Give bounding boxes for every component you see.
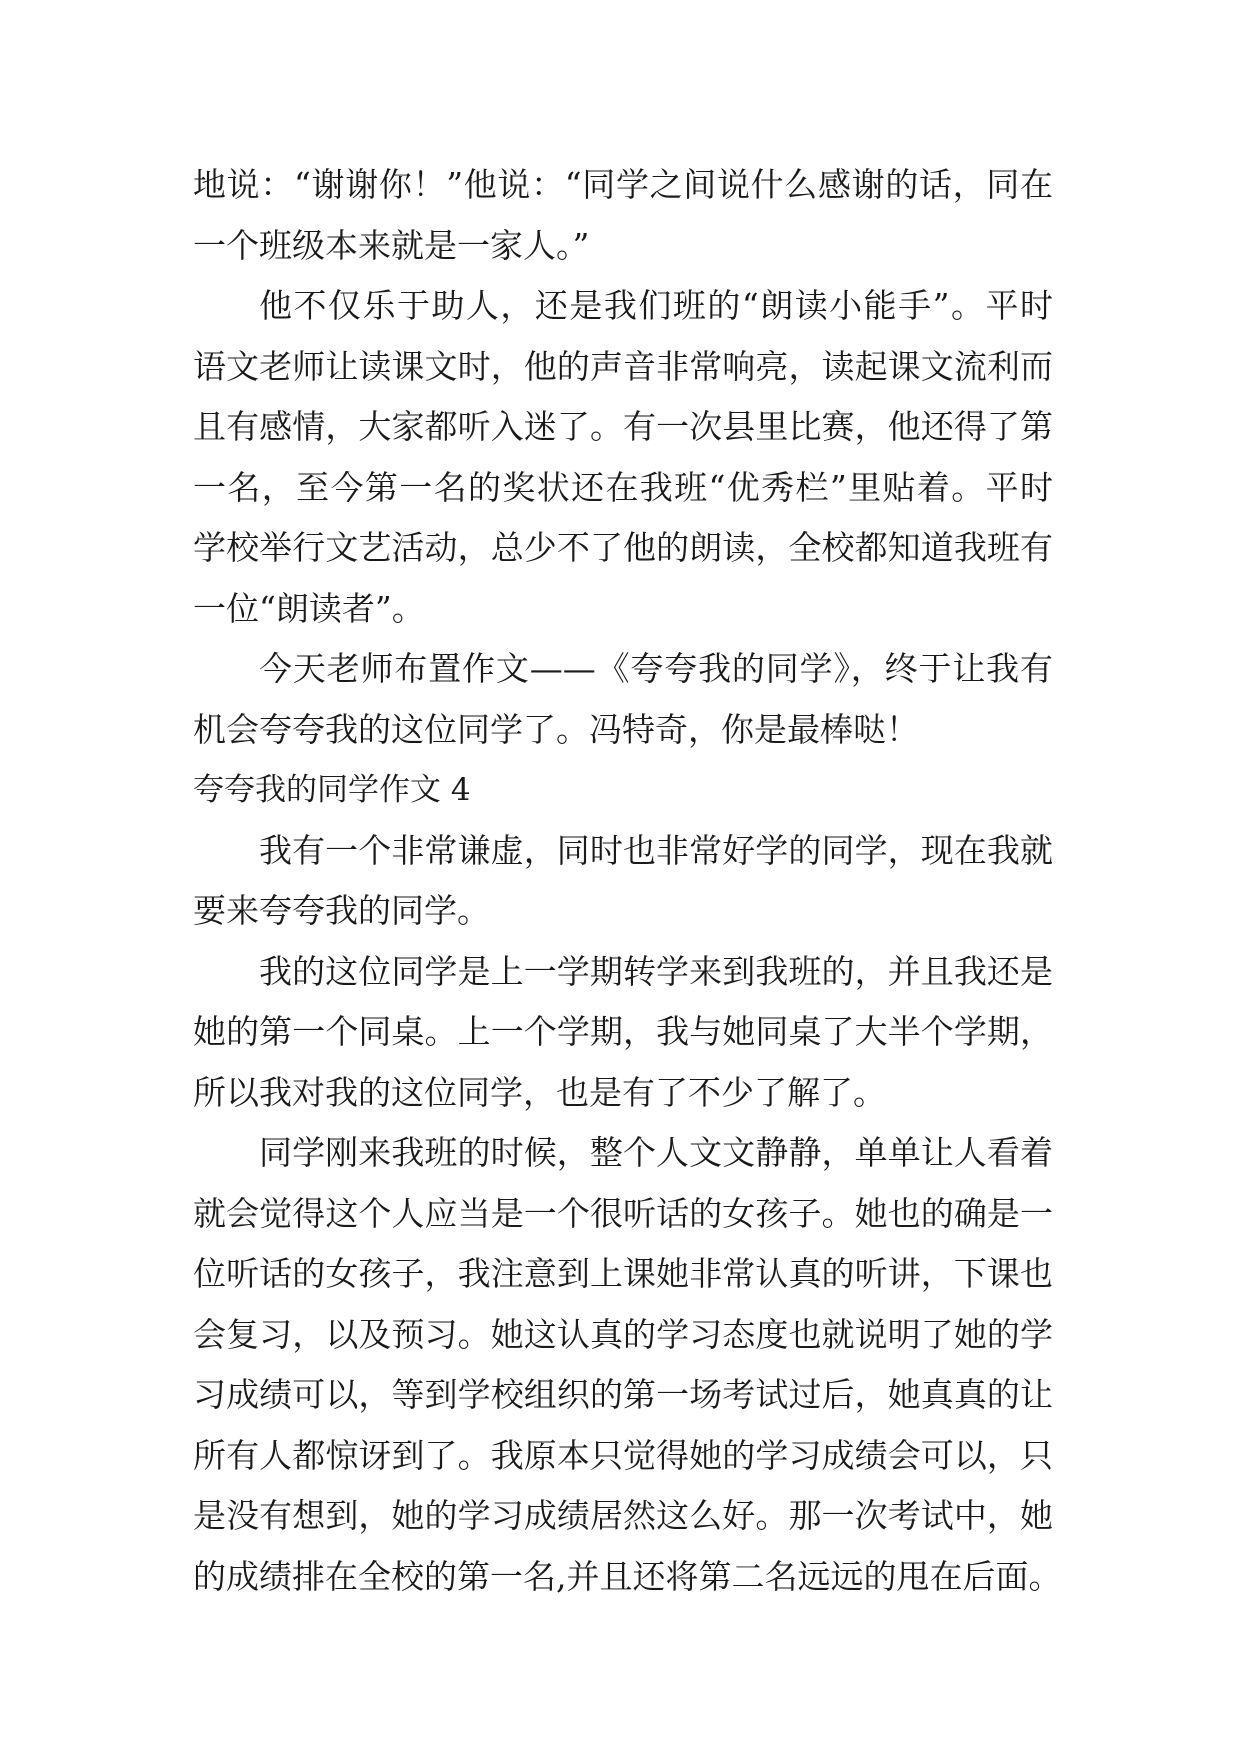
text-line: 位听话的女孩子，我注意到上课她非常认真的听讲，下课也 bbox=[193, 1254, 1053, 1293]
text-line: 语文老师让读课文时，他的声音非常响亮，读起课文流利而 bbox=[193, 346, 1053, 386]
text-line: 所有人都惊讶到了。我原本只觉得她的学习成绩会可以，只 bbox=[193, 1435, 1053, 1475]
text-line: 要来夸夸我的同学。 bbox=[193, 891, 490, 930]
text-line: 所以我对我的这位同学，也是有了不少了解了。 bbox=[193, 1072, 886, 1112]
text-line: 同学刚来我班的时候，整个人文文静静，单单让人看着 bbox=[259, 1133, 1053, 1172]
text-line: 一位“朗读者”。 bbox=[193, 588, 425, 628]
text-line: 就会觉得这个人应当是一个很听话的女孩子。她也的确是一 bbox=[193, 1193, 1053, 1233]
text-line: 一个班级本来就是一家人。” bbox=[193, 225, 590, 265]
text-line: 他不仅乐于助人，还是我们班的“朗读小能手”。平时 bbox=[259, 286, 1053, 325]
text-line: 我有一个非常谦虚，同时也非常好学的同学，现在我就 bbox=[259, 830, 1053, 870]
text-line: 的成绩排在全校的第一名,并且还将第二名远远的甩在后面。 bbox=[193, 1556, 1062, 1596]
section-heading: 夸夸我的同学作文 4 bbox=[193, 772, 471, 808]
text-line: 习成绩可以，等到学校组织的第一场考试过后，她真真的让 bbox=[193, 1375, 1053, 1414]
text-line: 会复习，以及预习。她这认真的学习态度也就说明了她的学 bbox=[193, 1314, 1053, 1354]
text-line: 是没有想到，她的学习成绩居然这么好。那一次考试中，她 bbox=[193, 1496, 1053, 1535]
text-line: 我的这位同学是上一学期转学来到我班的，并且我还是 bbox=[259, 951, 1053, 991]
text-line: 机会夸夸我的这位同学了。冯特奇，你是最棒哒！ bbox=[193, 709, 919, 749]
text-line: 且有感情，大家都听入迷了。有一次县里比赛，他还得了第 bbox=[193, 407, 1053, 446]
text-line: 今天老师布置作文——《夸夸我的同学》，终于让我有 bbox=[259, 649, 1053, 688]
essay-text bbox=[193, 155, 1062, 1607]
text-line: 地说：“谢谢你！”他说：“同学之间说什么感谢的话，同在 bbox=[193, 165, 1053, 204]
text-line: 一名，至今第一名的奖状还在我班“优秀栏”里贴着。平时 bbox=[193, 467, 1053, 507]
text-line: 她的第一个同桌。上一个学期，我与她同桌了大半个学期， bbox=[193, 1012, 1053, 1051]
text-line: 学校举行文艺活动，总少不了他的朗读，全校都知道我班有 bbox=[193, 528, 1053, 567]
